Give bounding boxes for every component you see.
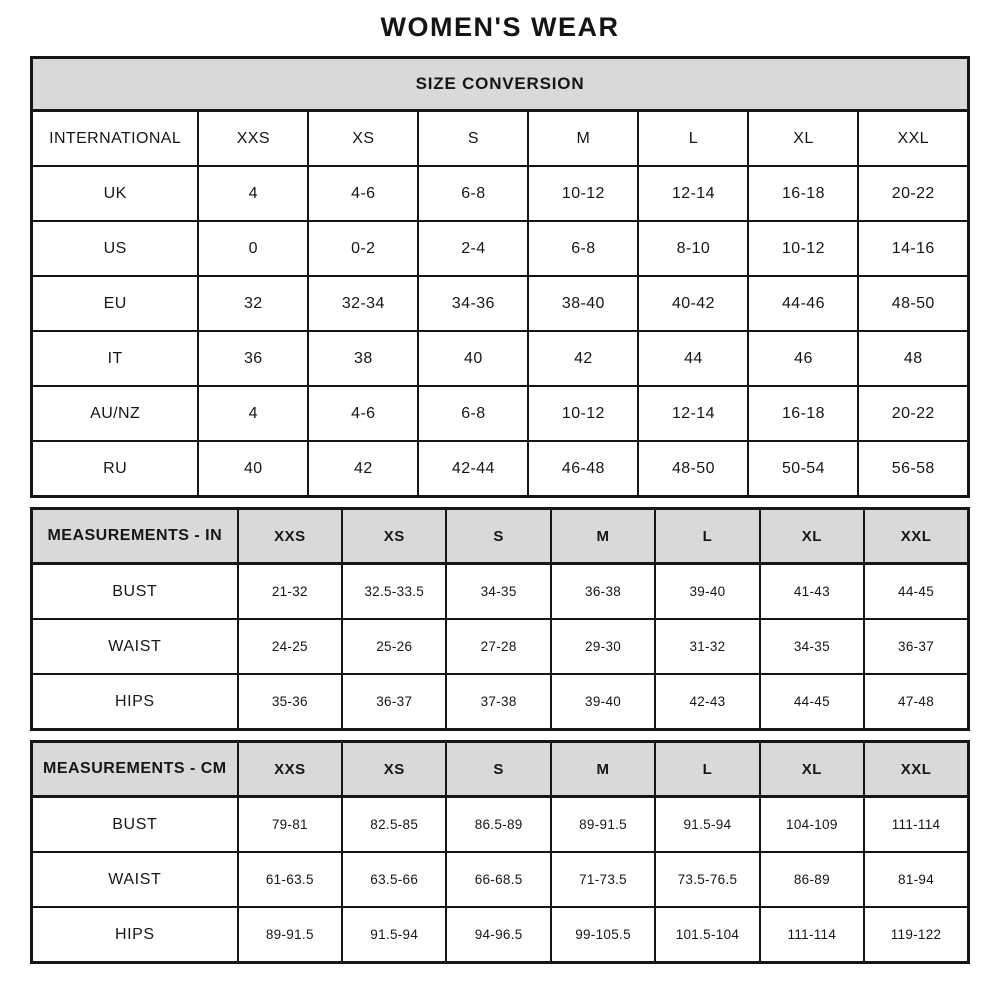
column-header-measurements-in: MEASUREMENTS - IN — [32, 509, 238, 564]
table-cell: 34-36 — [418, 276, 528, 331]
measurements-in-columns-row — [32, 509, 969, 564]
column-header-s: S — [446, 742, 550, 797]
measurements-cm-table — [30, 740, 970, 964]
table-cell: 10-12 — [528, 166, 638, 221]
table-cell: 20-22 — [858, 166, 968, 221]
table-cell: 4 — [198, 166, 308, 221]
column-header-xxl: XXL — [858, 111, 968, 167]
table-cell: 36-38 — [551, 564, 655, 620]
table-cell: 31-32 — [655, 619, 759, 674]
table-cell: 40-42 — [638, 276, 748, 331]
table-row — [32, 907, 969, 963]
table-cell: 14-16 — [858, 221, 968, 276]
table-row — [32, 797, 969, 853]
table-cell: 104-109 — [760, 797, 864, 853]
column-header-s: S — [418, 111, 528, 167]
table-cell: 8-10 — [638, 221, 748, 276]
column-header-m: M — [551, 742, 655, 797]
table-cell: 66-68.5 — [446, 852, 550, 907]
column-header-xxs: XXS — [238, 509, 342, 564]
table-cell: 0 — [198, 221, 308, 276]
table-row — [32, 276, 969, 331]
row-label: WAIST — [32, 852, 238, 907]
table-cell: 89-91.5 — [238, 907, 342, 963]
column-header-xs: XS — [342, 509, 446, 564]
table-cell: 0-2 — [308, 221, 418, 276]
table-cell: 91.5-94 — [342, 907, 446, 963]
column-header-international: INTERNATIONAL — [32, 111, 199, 167]
table-cell: 36-37 — [342, 674, 446, 730]
table-cell: 101.5-104 — [655, 907, 759, 963]
table-cell: 44-45 — [760, 674, 864, 730]
table-cell: 21-32 — [238, 564, 342, 620]
table-cell: 40 — [418, 331, 528, 386]
table-row — [32, 386, 969, 441]
table-cell: 56-58 — [858, 441, 968, 497]
table-cell: 73.5-76.5 — [655, 852, 759, 907]
table-cell: 48-50 — [638, 441, 748, 497]
table-cell: 41-43 — [760, 564, 864, 620]
table-row — [32, 166, 969, 221]
table-cell: 61-63.5 — [238, 852, 342, 907]
table-cell: 16-18 — [748, 166, 858, 221]
table-cell: 42 — [308, 441, 418, 497]
table-cell: 79-81 — [238, 797, 342, 853]
table-cell: 44-45 — [864, 564, 968, 620]
column-header-measurements-cm: MEASUREMENTS - CM — [32, 742, 238, 797]
row-label: BUST — [32, 564, 238, 620]
table-cell: 38 — [308, 331, 418, 386]
table-cell: 10-12 — [528, 386, 638, 441]
table-cell: 27-28 — [446, 619, 550, 674]
table-cell: 20-22 — [858, 386, 968, 441]
table-cell: 6-8 — [418, 166, 528, 221]
table-cell: 91.5-94 — [655, 797, 759, 853]
table-row — [32, 221, 969, 276]
column-header-m: M — [528, 111, 638, 167]
table-cell: 40 — [198, 441, 308, 497]
table-cell: 2-4 — [418, 221, 528, 276]
table-row — [32, 331, 969, 386]
column-header-xl: XL — [760, 509, 864, 564]
row-label: HIPS — [32, 907, 238, 963]
table-row — [32, 564, 969, 620]
table-cell: 42 — [528, 331, 638, 386]
measurements-cm-columns-row — [32, 742, 969, 797]
column-header-l: L — [655, 742, 759, 797]
table-cell: 36 — [198, 331, 308, 386]
table-cell: 10-12 — [748, 221, 858, 276]
page-title: WOMEN'S WEAR — [380, 12, 620, 42]
column-header-s: S — [446, 509, 550, 564]
row-label: EU — [32, 276, 199, 331]
row-label: HIPS — [32, 674, 238, 730]
table-cell: 89-91.5 — [551, 797, 655, 853]
table-cell: 32.5-33.5 — [342, 564, 446, 620]
row-label: BUST — [32, 797, 238, 853]
table-cell: 24-25 — [238, 619, 342, 674]
row-label: IT — [32, 331, 199, 386]
column-header-xl: XL — [760, 742, 864, 797]
table-cell: 32 — [198, 276, 308, 331]
row-label: AU/NZ — [32, 386, 199, 441]
size-conversion-columns-row — [32, 111, 969, 167]
table-cell: 94-96.5 — [446, 907, 550, 963]
row-label: US — [32, 221, 199, 276]
column-header-xxl: XXL — [864, 742, 968, 797]
column-header-xl: XL — [748, 111, 858, 167]
table-cell: 6-8 — [528, 221, 638, 276]
column-header-l: L — [638, 111, 748, 167]
table-row — [32, 619, 969, 674]
table-cell: 42-44 — [418, 441, 528, 497]
column-header-xs: XS — [308, 111, 418, 167]
column-header-xs: XS — [342, 742, 446, 797]
table-cell: 37-38 — [446, 674, 550, 730]
size-conversion-banner: SIZE CONVERSION — [32, 58, 969, 111]
table-cell: 111-114 — [760, 907, 864, 963]
column-header-l: L — [655, 509, 759, 564]
column-header-m: M — [551, 509, 655, 564]
row-label: WAIST — [32, 619, 238, 674]
size-conversion-table — [30, 56, 970, 498]
table-cell: 39-40 — [655, 564, 759, 620]
table-cell: 46 — [748, 331, 858, 386]
table-row — [32, 441, 969, 497]
row-label: RU — [32, 441, 199, 497]
table-cell: 4-6 — [308, 386, 418, 441]
table-cell: 46-48 — [528, 441, 638, 497]
table-cell: 29-30 — [551, 619, 655, 674]
table-cell: 36-37 — [864, 619, 968, 674]
row-label: UK — [32, 166, 199, 221]
table-cell: 63.5-66 — [342, 852, 446, 907]
table-cell: 99-105.5 — [551, 907, 655, 963]
table-cell: 44 — [638, 331, 748, 386]
column-header-xxs: XXS — [238, 742, 342, 797]
table-cell: 81-94 — [864, 852, 968, 907]
size-conversion-banner-row — [32, 58, 969, 111]
table-cell: 25-26 — [342, 619, 446, 674]
table-cell: 47-48 — [864, 674, 968, 730]
table-row — [32, 852, 969, 907]
table-cell: 32-34 — [308, 276, 418, 331]
table-cell: 34-35 — [446, 564, 550, 620]
table-cell: 71-73.5 — [551, 852, 655, 907]
table-cell: 35-36 — [238, 674, 342, 730]
measurements-in-table — [30, 507, 970, 731]
table-cell: 12-14 — [638, 166, 748, 221]
table-cell: 6-8 — [418, 386, 528, 441]
table-cell: 86.5-89 — [446, 797, 550, 853]
table-cell: 4 — [198, 386, 308, 441]
column-header-xxl: XXL — [864, 509, 968, 564]
table-cell: 44-46 — [748, 276, 858, 331]
table-cell: 86-89 — [760, 852, 864, 907]
table-cell: 34-35 — [760, 619, 864, 674]
table-cell: 82.5-85 — [342, 797, 446, 853]
table-cell: 4-6 — [308, 166, 418, 221]
table-cell: 39-40 — [551, 674, 655, 730]
table-row — [32, 674, 969, 730]
table-cell: 119-122 — [864, 907, 968, 963]
table-cell: 16-18 — [748, 386, 858, 441]
table-cell: 12-14 — [638, 386, 748, 441]
table-cell: 48 — [858, 331, 968, 386]
table-cell: 48-50 — [858, 276, 968, 331]
table-cell: 38-40 — [528, 276, 638, 331]
column-header-xxs: XXS — [198, 111, 308, 167]
table-cell: 50-54 — [748, 441, 858, 497]
table-cell: 42-43 — [655, 674, 759, 730]
table-cell: 111-114 — [864, 797, 968, 853]
